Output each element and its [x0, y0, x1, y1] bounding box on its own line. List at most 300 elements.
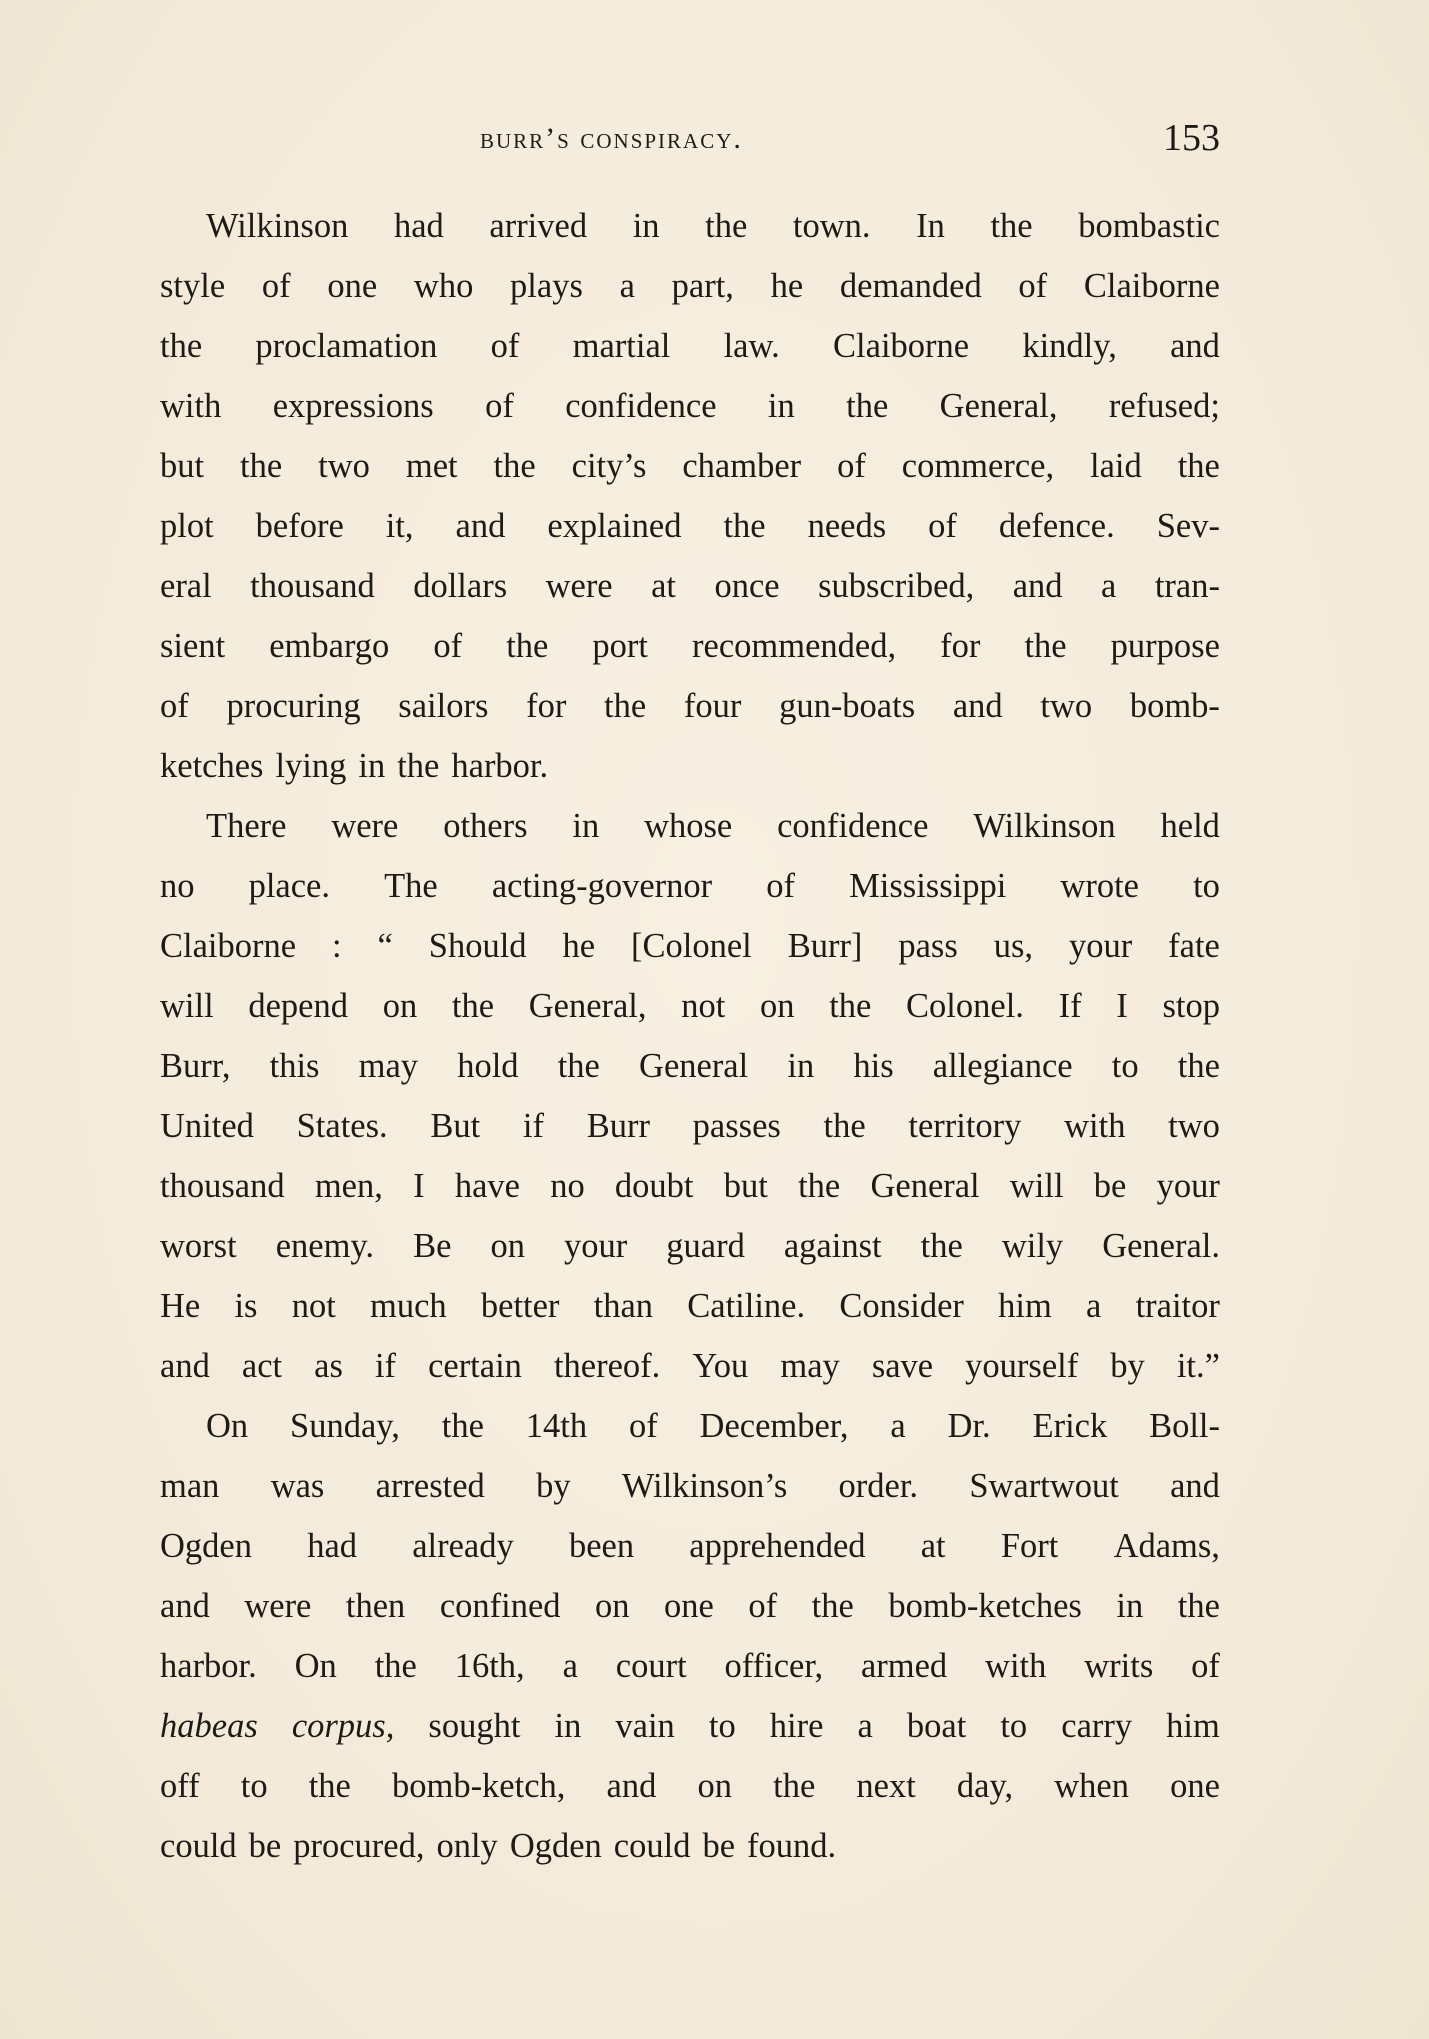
- word: save: [871, 1347, 934, 1385]
- word: but: [723, 1167, 768, 1205]
- text-line: [160, 1276, 1220, 1336]
- word: of: [837, 447, 866, 485]
- word: in: [572, 807, 600, 845]
- word: “: [377, 927, 393, 965]
- word: Ogden: [509, 1827, 602, 1865]
- word: demanded: [839, 267, 982, 305]
- word: General.: [1102, 1227, 1220, 1265]
- word: thereof.: [553, 1347, 661, 1385]
- word: bomb-ketches: [888, 1587, 1082, 1625]
- word: But: [430, 1107, 481, 1145]
- word: Swartwout: [969, 1467, 1119, 1505]
- word: procured,: [293, 1827, 425, 1865]
- word: this: [269, 1047, 320, 1085]
- word: :: [331, 927, 342, 965]
- word: he: [562, 927, 596, 965]
- word: was: [270, 1467, 325, 1505]
- word: General,: [528, 987, 647, 1025]
- word: your: [1156, 1167, 1220, 1205]
- word: but: [160, 447, 205, 485]
- word: the: [240, 447, 283, 485]
- word: the: [1177, 447, 1220, 485]
- word: of: [261, 267, 291, 305]
- word: needs: [807, 507, 887, 545]
- word: the: [1024, 627, 1067, 665]
- word: of: [485, 387, 514, 425]
- word: the: [829, 987, 872, 1025]
- page-number: 153: [1163, 117, 1220, 159]
- word: of: [1018, 267, 1048, 305]
- text-line: [160, 256, 1220, 316]
- word: certain: [428, 1347, 522, 1385]
- word: of: [160, 687, 189, 725]
- word: not: [291, 1287, 336, 1325]
- text-line: [160, 1336, 1220, 1396]
- word: General: [639, 1047, 749, 1085]
- word: with: [1064, 1107, 1126, 1145]
- word: Claiborne: [1083, 267, 1220, 305]
- word: order.: [838, 1467, 919, 1505]
- text-line: [160, 856, 1220, 916]
- word: Erick: [1032, 1407, 1108, 1445]
- word: arrived: [489, 207, 588, 245]
- word: the: [604, 687, 647, 725]
- word: defence.: [998, 507, 1115, 545]
- text-line: [160, 1216, 1220, 1276]
- word: sailors: [398, 687, 489, 725]
- text-line: [160, 1816, 1220, 1876]
- word: for: [526, 687, 567, 725]
- word: of: [490, 327, 520, 365]
- word: against: [783, 1227, 882, 1265]
- word: court: [615, 1647, 687, 1685]
- word: whose: [644, 807, 733, 845]
- word: traitor: [1135, 1287, 1220, 1325]
- word: allegiance: [932, 1047, 1073, 1085]
- text-line: [160, 916, 1220, 976]
- word: bombastic: [1078, 207, 1220, 245]
- word: Should: [428, 927, 527, 965]
- word: him: [1166, 1707, 1220, 1745]
- word: been: [568, 1527, 635, 1565]
- word: your: [1068, 927, 1133, 965]
- word: of: [748, 1587, 778, 1625]
- word: to: [1193, 867, 1220, 905]
- word: the: [397, 747, 440, 785]
- word: the: [773, 1767, 816, 1805]
- word: by: [1110, 1347, 1145, 1385]
- text-line: [160, 496, 1220, 556]
- running-title: burr’s conspiracy.: [480, 122, 743, 155]
- word: Sev-: [1156, 507, 1220, 545]
- word: in: [1116, 1587, 1144, 1625]
- word: confidence: [565, 387, 717, 425]
- word: General,: [939, 387, 1058, 425]
- word: guard: [666, 1227, 745, 1265]
- word: and: [1170, 327, 1220, 365]
- word: writs: [1084, 1647, 1154, 1685]
- word: sought: [428, 1707, 521, 1745]
- word: fate: [1168, 927, 1220, 965]
- word: met: [405, 447, 458, 485]
- word: embargo: [269, 627, 390, 665]
- word: harbor.: [160, 1647, 257, 1685]
- text-line: [160, 976, 1220, 1036]
- word: town.: [792, 207, 871, 245]
- word: procuring: [226, 687, 361, 725]
- text-line: [160, 556, 1220, 616]
- word: wrote: [1060, 867, 1139, 905]
- word: General: [870, 1167, 980, 1205]
- word: Boll-: [1149, 1407, 1220, 1445]
- word: Burr,: [160, 1047, 231, 1085]
- text-line: [160, 376, 1220, 436]
- word: Consider: [839, 1287, 964, 1325]
- word: in: [787, 1047, 815, 1085]
- word: confined: [439, 1587, 561, 1625]
- word: in: [632, 207, 660, 245]
- word: lying: [275, 747, 347, 785]
- word: he: [770, 267, 804, 305]
- word: be: [1093, 1167, 1127, 1205]
- word: with: [985, 1647, 1047, 1685]
- word: harbor.: [451, 747, 549, 785]
- word: be: [248, 1827, 282, 1865]
- word: a: [619, 267, 635, 305]
- word: will: [1009, 1167, 1064, 1205]
- word: the: [506, 627, 549, 665]
- word: and: [606, 1767, 657, 1805]
- word: I: [1116, 987, 1128, 1025]
- word: bomb-: [1129, 687, 1220, 725]
- word: act: [241, 1347, 283, 1385]
- text-line: [160, 736, 1220, 796]
- word: the: [723, 507, 766, 545]
- word: may: [780, 1347, 840, 1385]
- word: the: [493, 447, 536, 485]
- word: Mississippi: [849, 867, 1007, 905]
- word: 14th: [525, 1407, 588, 1445]
- word: others: [443, 807, 528, 845]
- text-line: [160, 616, 1220, 676]
- body-text: [160, 196, 1220, 1876]
- word: If: [1058, 987, 1082, 1025]
- word: of: [628, 1407, 658, 1445]
- text-line: [160, 1456, 1220, 1516]
- word: worst: [160, 1227, 237, 1265]
- word: carry: [1061, 1707, 1133, 1745]
- word: recommended,: [692, 627, 897, 665]
- word: December,: [699, 1407, 849, 1445]
- word: city’s: [571, 447, 647, 485]
- word: dollars: [413, 567, 508, 605]
- word: a: [1101, 567, 1117, 605]
- word: if: [522, 1107, 544, 1145]
- word: on: [595, 1587, 630, 1625]
- word: the: [160, 327, 203, 365]
- word: to: [1000, 1707, 1028, 1745]
- word: of: [928, 507, 957, 545]
- word: in: [767, 387, 795, 425]
- word: Wilkinson’s: [621, 1467, 788, 1505]
- word: a: [890, 1407, 906, 1445]
- word: Claiborne: [160, 927, 297, 965]
- word: Burr]: [787, 927, 863, 965]
- word: could: [613, 1827, 691, 1865]
- word: acting-governor: [491, 867, 713, 905]
- word: as: [314, 1347, 343, 1385]
- word: no: [550, 1167, 585, 1205]
- word: have: [454, 1167, 520, 1205]
- word: explained: [547, 507, 682, 545]
- word: thousand: [250, 567, 375, 605]
- word: had: [307, 1527, 358, 1565]
- word: thousand: [160, 1167, 285, 1205]
- word: United: [160, 1107, 254, 1145]
- word: confidence: [777, 807, 929, 845]
- word: a: [562, 1647, 578, 1685]
- word: and: [1012, 567, 1063, 605]
- word: the: [811, 1587, 854, 1625]
- word: one: [327, 267, 378, 305]
- word: The: [384, 867, 438, 905]
- word: passes: [692, 1107, 781, 1145]
- word: in: [358, 747, 386, 785]
- word: had: [393, 207, 444, 245]
- word: to: [1111, 1047, 1139, 1085]
- word: one: [1170, 1767, 1220, 1805]
- word: of: [1191, 1647, 1220, 1685]
- word: expressions: [272, 387, 434, 425]
- word: officer,: [724, 1647, 824, 1685]
- word: part,: [671, 267, 734, 305]
- word: not: [681, 987, 726, 1025]
- word: style: [160, 267, 226, 305]
- word: found.: [747, 1827, 837, 1865]
- word: You: [692, 1347, 749, 1385]
- word: the: [990, 207, 1033, 245]
- word: tran-: [1154, 567, 1220, 605]
- word: already: [412, 1527, 514, 1565]
- word: your: [563, 1227, 628, 1265]
- text-line: [160, 196, 1220, 256]
- word: stop: [1162, 987, 1220, 1025]
- word: Claiborne: [833, 327, 970, 365]
- word: [Colonel: [631, 927, 752, 965]
- word: at: [920, 1527, 946, 1565]
- word: one: [664, 1587, 714, 1625]
- word: the: [846, 387, 889, 425]
- word: two: [1168, 1107, 1220, 1145]
- text-line: [160, 1576, 1220, 1636]
- word: if: [374, 1347, 397, 1385]
- word: pass: [898, 927, 958, 965]
- text-line: [160, 1516, 1220, 1576]
- text-line: [160, 316, 1220, 376]
- word: subscribed,: [818, 567, 975, 605]
- word: Wilkinson: [206, 207, 349, 245]
- word: two: [318, 447, 370, 485]
- word: Adams,: [1113, 1527, 1220, 1565]
- word: vain: [615, 1707, 675, 1745]
- word: doubt: [614, 1167, 694, 1205]
- word: a: [857, 1707, 873, 1745]
- word: once: [714, 567, 780, 605]
- word: the: [557, 1047, 600, 1085]
- word: to: [708, 1707, 736, 1745]
- word: could: [160, 1827, 237, 1865]
- word: the: [451, 987, 495, 1025]
- word: eral: [160, 567, 212, 605]
- word: law.: [723, 327, 780, 365]
- word: on: [697, 1767, 732, 1805]
- word: Sunday,: [290, 1407, 400, 1445]
- word: chamber: [682, 447, 802, 485]
- word: place.: [248, 867, 330, 905]
- text-line: [160, 1396, 1220, 1456]
- word: only: [436, 1827, 498, 1865]
- word: Ogden: [160, 1527, 252, 1565]
- word: purpose: [1110, 627, 1220, 665]
- word: boat: [906, 1707, 967, 1745]
- word: two: [1040, 687, 1093, 725]
- word: at: [651, 567, 676, 605]
- text-line: [160, 1696, 1220, 1756]
- word: martial: [572, 327, 671, 365]
- word: refused;: [1108, 387, 1220, 425]
- word: the: [823, 1107, 866, 1145]
- word: with: [160, 387, 222, 425]
- word: armed: [860, 1647, 948, 1685]
- word: He: [160, 1287, 201, 1325]
- word: next: [856, 1767, 916, 1805]
- word: port: [592, 627, 648, 665]
- word: may: [358, 1047, 419, 1085]
- word: In: [916, 207, 945, 245]
- word: apprehended: [689, 1527, 866, 1565]
- word: and: [1170, 1467, 1220, 1505]
- word: Catiline.: [687, 1287, 806, 1325]
- word: Wilkinson: [973, 807, 1116, 845]
- word: plays: [510, 267, 583, 305]
- word: habeas: [160, 1707, 258, 1745]
- word: when: [1054, 1767, 1129, 1805]
- word: hold: [457, 1047, 519, 1085]
- word: and: [160, 1347, 210, 1385]
- word: Fort: [1000, 1527, 1059, 1565]
- word: of: [433, 627, 463, 665]
- word: man: [160, 1467, 220, 1505]
- word: before: [255, 507, 344, 545]
- text-line: [160, 1096, 1220, 1156]
- word: arrested: [375, 1467, 485, 1505]
- word: proclamation: [255, 327, 438, 365]
- word: the: [441, 1407, 484, 1445]
- word: him: [998, 1287, 1052, 1325]
- word: were: [545, 567, 613, 605]
- word: much: [370, 1287, 447, 1325]
- text-line: [160, 1036, 1220, 1096]
- word: Be: [413, 1227, 452, 1265]
- word: 16th,: [454, 1647, 525, 1685]
- word: On: [294, 1647, 337, 1685]
- word: There: [206, 807, 287, 845]
- word: States.: [296, 1107, 388, 1145]
- word: were: [244, 1587, 312, 1625]
- word: territory: [908, 1107, 1022, 1145]
- word: off: [160, 1767, 200, 1805]
- word: bomb-ketch,: [391, 1767, 566, 1805]
- text-line: [160, 676, 1220, 736]
- word: and: [455, 507, 506, 545]
- word: to: [240, 1767, 268, 1805]
- word: will: [160, 987, 214, 1025]
- word: better: [480, 1287, 560, 1325]
- word: it,: [385, 507, 414, 545]
- word: wily: [1001, 1227, 1064, 1265]
- word: and: [160, 1587, 210, 1625]
- word: ketches: [160, 747, 264, 785]
- text-line: [160, 1156, 1220, 1216]
- running-header: [160, 110, 1220, 170]
- word: no: [160, 867, 195, 905]
- word: on: [382, 987, 418, 1025]
- word: us,: [993, 927, 1034, 965]
- word: were: [331, 807, 399, 845]
- text-line: [160, 436, 1220, 496]
- word: Colonel.: [906, 987, 1024, 1025]
- word: men,: [314, 1167, 383, 1205]
- word: depend: [248, 987, 348, 1025]
- word: is: [234, 1287, 258, 1325]
- word: who: [413, 267, 474, 305]
- word: and: [952, 687, 1003, 725]
- word: On: [206, 1407, 249, 1445]
- word: then: [345, 1587, 406, 1625]
- word: yourself: [965, 1347, 1079, 1385]
- text-line: [160, 1636, 1220, 1696]
- word: his: [853, 1047, 894, 1085]
- word: the: [798, 1167, 841, 1205]
- word: laid: [1090, 447, 1142, 485]
- word: the: [308, 1767, 351, 1805]
- word: of: [766, 867, 795, 905]
- word: the: [374, 1647, 417, 1685]
- word: held: [1160, 807, 1220, 845]
- word: for: [940, 627, 981, 665]
- word: kindly,: [1022, 327, 1117, 365]
- word: day,: [956, 1767, 1014, 1805]
- text-line: [160, 796, 1220, 856]
- word: it.”: [1176, 1347, 1220, 1385]
- word: be: [702, 1827, 736, 1865]
- word: four: [683, 687, 742, 725]
- text-line: [160, 1756, 1220, 1816]
- word: the: [920, 1227, 963, 1265]
- word: on: [760, 987, 795, 1025]
- word: gun-boats: [779, 687, 916, 725]
- word: sient: [160, 627, 226, 665]
- word: the: [1177, 1047, 1220, 1085]
- word: corpus,: [291, 1707, 395, 1745]
- word: I: [413, 1167, 425, 1205]
- word: the: [705, 207, 748, 245]
- word: in: [554, 1707, 582, 1745]
- word: hire: [769, 1707, 824, 1745]
- word: enemy.: [275, 1227, 375, 1265]
- word: the: [1177, 1587, 1220, 1625]
- word: Burr: [586, 1107, 650, 1145]
